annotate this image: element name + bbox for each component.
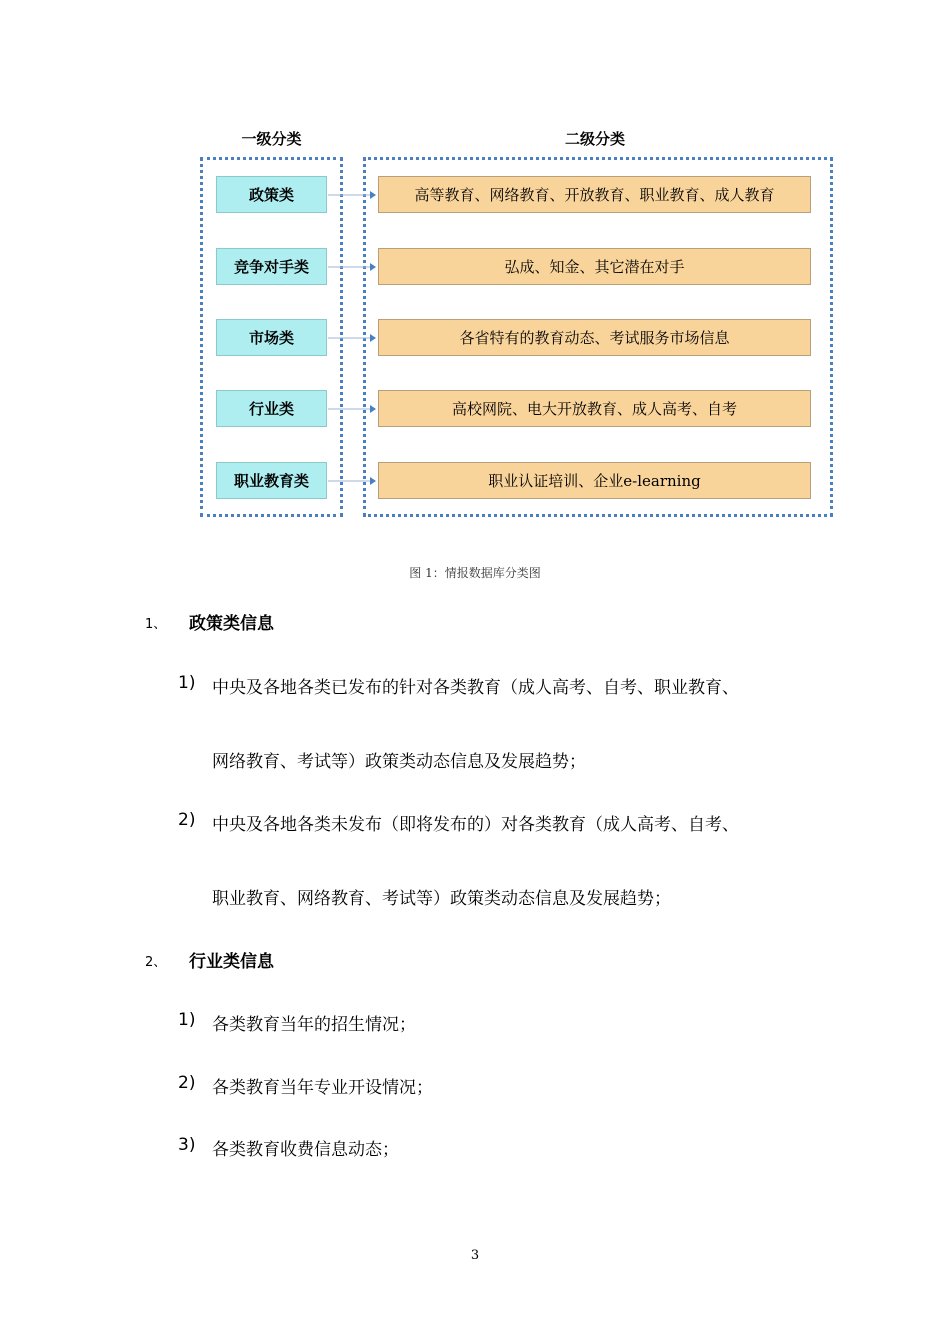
page-number: 3 [470,1248,480,1263]
list-item-text: 各类教育当年专业开设情况； [212,1078,433,1098]
section-title: 行业类信息 [189,952,274,972]
level1-box-market: 市场类 [216,319,327,356]
level1-box-industry: 行业类 [216,390,327,427]
level2-box-market: 各省特有的教育动态、考试服务市场信息 [378,319,811,356]
list-item-number: 3) [178,1135,196,1155]
arrow-icon [328,262,376,272]
figure-caption: 图 1：情报数据库分类图 [409,566,541,580]
section-title: 政策类信息 [189,614,274,634]
level2-box-vocational: 职业认证培训、企业e-learning [378,462,811,499]
level1-box-competitor: 竞争对手类 [216,248,327,285]
list-item-number: 2) [178,1073,196,1093]
level2-box-industry: 高校网院、电大开放教育、成人高考、自考 [378,390,811,427]
section-number: 2、 [145,955,167,970]
level2-box-policy: 高等教育、网络教育、开放教育、职业教育、成人教育 [378,176,811,213]
list-item-text: 各类教育收费信息动态； [212,1140,399,1160]
list-item-text-continued: 职业教育、网络教育、考试等）政策类动态信息及发展趋势； [212,889,671,909]
list-item-text: 中央及各地各类未发布（即将发布的）对各类教育（成人高考、自考、 [212,815,739,835]
level2-box-competitor: 弘成、知金、其它潜在对手 [378,248,811,285]
list-item-text: 各类教育当年的招生情况； [212,1015,416,1035]
level1-header: 一级分类 [241,130,302,148]
classification-diagram [0,0,950,540]
section-number: 1、 [145,617,167,632]
level2-header: 二级分类 [564,130,625,148]
list-item-number: 2) [178,810,196,830]
list-item-text: 中央及各地各类已发布的针对各类教育（成人高考、自考、职业教育、 [212,678,739,698]
level1-box-policy: 政策类 [216,176,327,213]
level1-box-vocational: 职业教育类 [216,462,327,499]
arrow-icon [328,333,376,343]
list-item-number: 1) [178,1010,196,1030]
arrow-icon [328,404,376,414]
list-item-text-continued: 网络教育、考试等）政策类动态信息及发展趋势； [212,752,586,772]
arrow-icon [328,476,376,486]
arrow-icon [328,190,376,200]
list-item-number: 1) [178,673,196,693]
